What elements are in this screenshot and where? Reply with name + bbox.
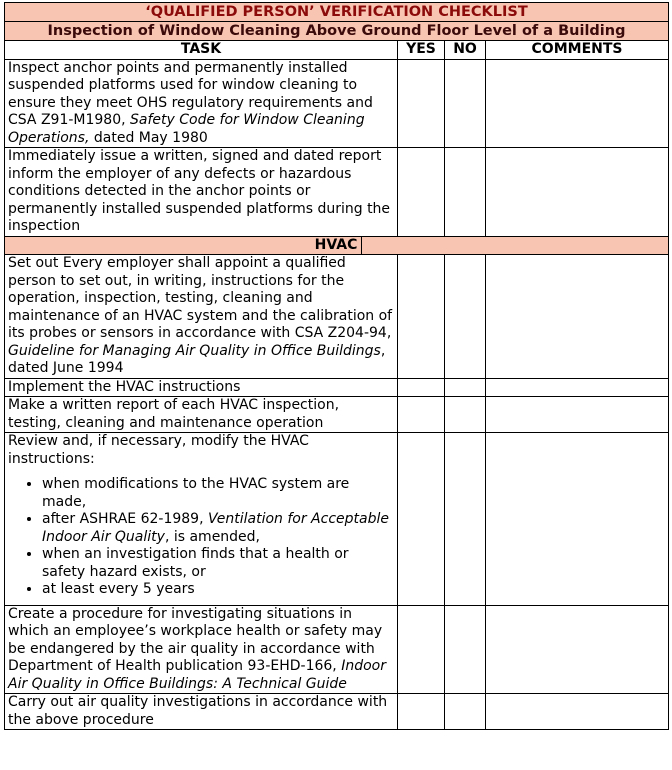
comments-cell[interactable]	[486, 694, 669, 730]
section-row-hvac	[5, 236, 669, 255]
no-cell[interactable]	[445, 255, 486, 379]
task-cell	[5, 59, 398, 148]
checklist-title: ‘QUALIFIED PERSON’ VERIFICATION CHECKLIST	[5, 3, 669, 22]
table-row	[5, 694, 669, 730]
list-item	[42, 511, 394, 546]
table-row	[5, 148, 669, 237]
yes-cell[interactable]	[398, 433, 445, 606]
comments-cell[interactable]	[486, 433, 669, 606]
column-header-no: NO	[445, 41, 486, 60]
list-item-text: after ASHRAE 62-1989,	[42, 511, 208, 527]
yes-cell[interactable]	[398, 148, 445, 237]
no-cell[interactable]	[445, 397, 486, 433]
table-row	[5, 397, 669, 433]
task-text: Review and, if necessary, modify the HVAC instructions:	[8, 433, 309, 467]
task-text: Set out Every employer shall appoint a qualified person to set out, in writing, instructions for the operation, inspection, testing, cleaning and maintenance of an HVAC system and the calibration of its probes or sensors in accordance with CSA Z204-94,	[8, 255, 393, 341]
comments-cell[interactable]	[486, 255, 669, 379]
table-row	[5, 255, 669, 379]
list-item	[42, 476, 394, 511]
no-cell[interactable]	[445, 694, 486, 730]
task-text: , dated June 1994	[8, 342, 386, 376]
list-item	[42, 546, 394, 581]
yes-cell[interactable]	[398, 255, 445, 379]
checklist-subtitle: Inspection of Window Cleaning Above Ground Floor Level of a Building	[5, 22, 669, 41]
task-cell	[5, 255, 398, 379]
task-text: Implement the HVAC instructions	[8, 378, 241, 395]
task-cell	[5, 148, 398, 237]
list-item-text: when an investigation finds that a health or safety hazard exists, or	[42, 546, 349, 580]
title-row	[5, 3, 669, 22]
list-item-italic-text: Ventilation for Acceptable Indoor Air Quality	[42, 511, 389, 545]
comments-cell[interactable]	[486, 605, 669, 694]
list-item-text: when modifications to the HVAC system are made,	[42, 476, 350, 510]
section-label-hvac: HVAC	[311, 237, 363, 255]
task-cell	[5, 694, 398, 730]
column-header-row	[5, 41, 669, 60]
task-text: Carry out air quality investigations in accordance with the above procedure	[8, 694, 388, 728]
no-cell[interactable]	[445, 433, 486, 606]
task-text: Inspect anchor points and permanently installed suspended platforms used for window cleaning to ensure they meet OHS regulatory requirements and CSA Z91-M1980,	[8, 59, 373, 128]
no-cell[interactable]	[445, 59, 486, 148]
yes-cell[interactable]	[398, 59, 445, 148]
no-cell[interactable]	[445, 378, 486, 397]
task-text: Immediately issue a written, signed and dated report inform the employer of any defects or hazardous conditions detected in the anchor points or permanently installed suspended platforms during the inspection	[8, 148, 391, 234]
section-header-hvac	[5, 236, 669, 255]
list-item	[42, 581, 394, 599]
task-cell	[5, 605, 398, 694]
comments-cell[interactable]	[486, 148, 669, 237]
task-cell	[5, 397, 398, 433]
table-row	[5, 433, 669, 606]
task-text: Create a procedure for investigating situations in which an employee’s workplace health or safety may be endangered by the air quality in accordance with Department of Health publication 93-EHD-166,	[8, 605, 383, 674]
list-item-text: at least every 5 years	[42, 581, 195, 597]
task-italic-text: Guideline for Managing Air Quality in Office Buildings	[8, 342, 381, 359]
review-conditions-list	[8, 476, 394, 599]
yes-cell[interactable]	[398, 397, 445, 433]
task-cell	[5, 433, 398, 606]
task-text: dated May 1980	[89, 129, 208, 146]
table-row	[5, 59, 669, 148]
comments-cell[interactable]	[486, 59, 669, 148]
table-row	[5, 605, 669, 694]
column-header-yes: YES	[398, 41, 445, 60]
yes-cell[interactable]	[398, 378, 445, 397]
yes-cell[interactable]	[398, 605, 445, 694]
comments-cell[interactable]	[486, 378, 669, 397]
task-italic-text: Safety Code for Window Cleaning Operations,	[8, 112, 365, 146]
table-row	[5, 378, 669, 397]
verification-checklist-table	[4, 2, 669, 730]
task-cell	[5, 378, 398, 397]
list-item-text: , is amended,	[164, 528, 261, 545]
task-text: Make a written report of each HVAC inspection, testing, cleaning and maintenance operation	[8, 397, 340, 431]
column-header-task: TASK	[5, 41, 398, 60]
subtitle-row	[5, 22, 669, 41]
column-header-comments: COMMENTS	[486, 41, 669, 60]
task-italic-text: Indoor Air Quality in Office Buildings: A Technical Guide	[8, 658, 386, 692]
no-cell[interactable]	[445, 148, 486, 237]
yes-cell[interactable]	[398, 694, 445, 730]
no-cell[interactable]	[445, 605, 486, 694]
comments-cell[interactable]	[486, 397, 669, 433]
